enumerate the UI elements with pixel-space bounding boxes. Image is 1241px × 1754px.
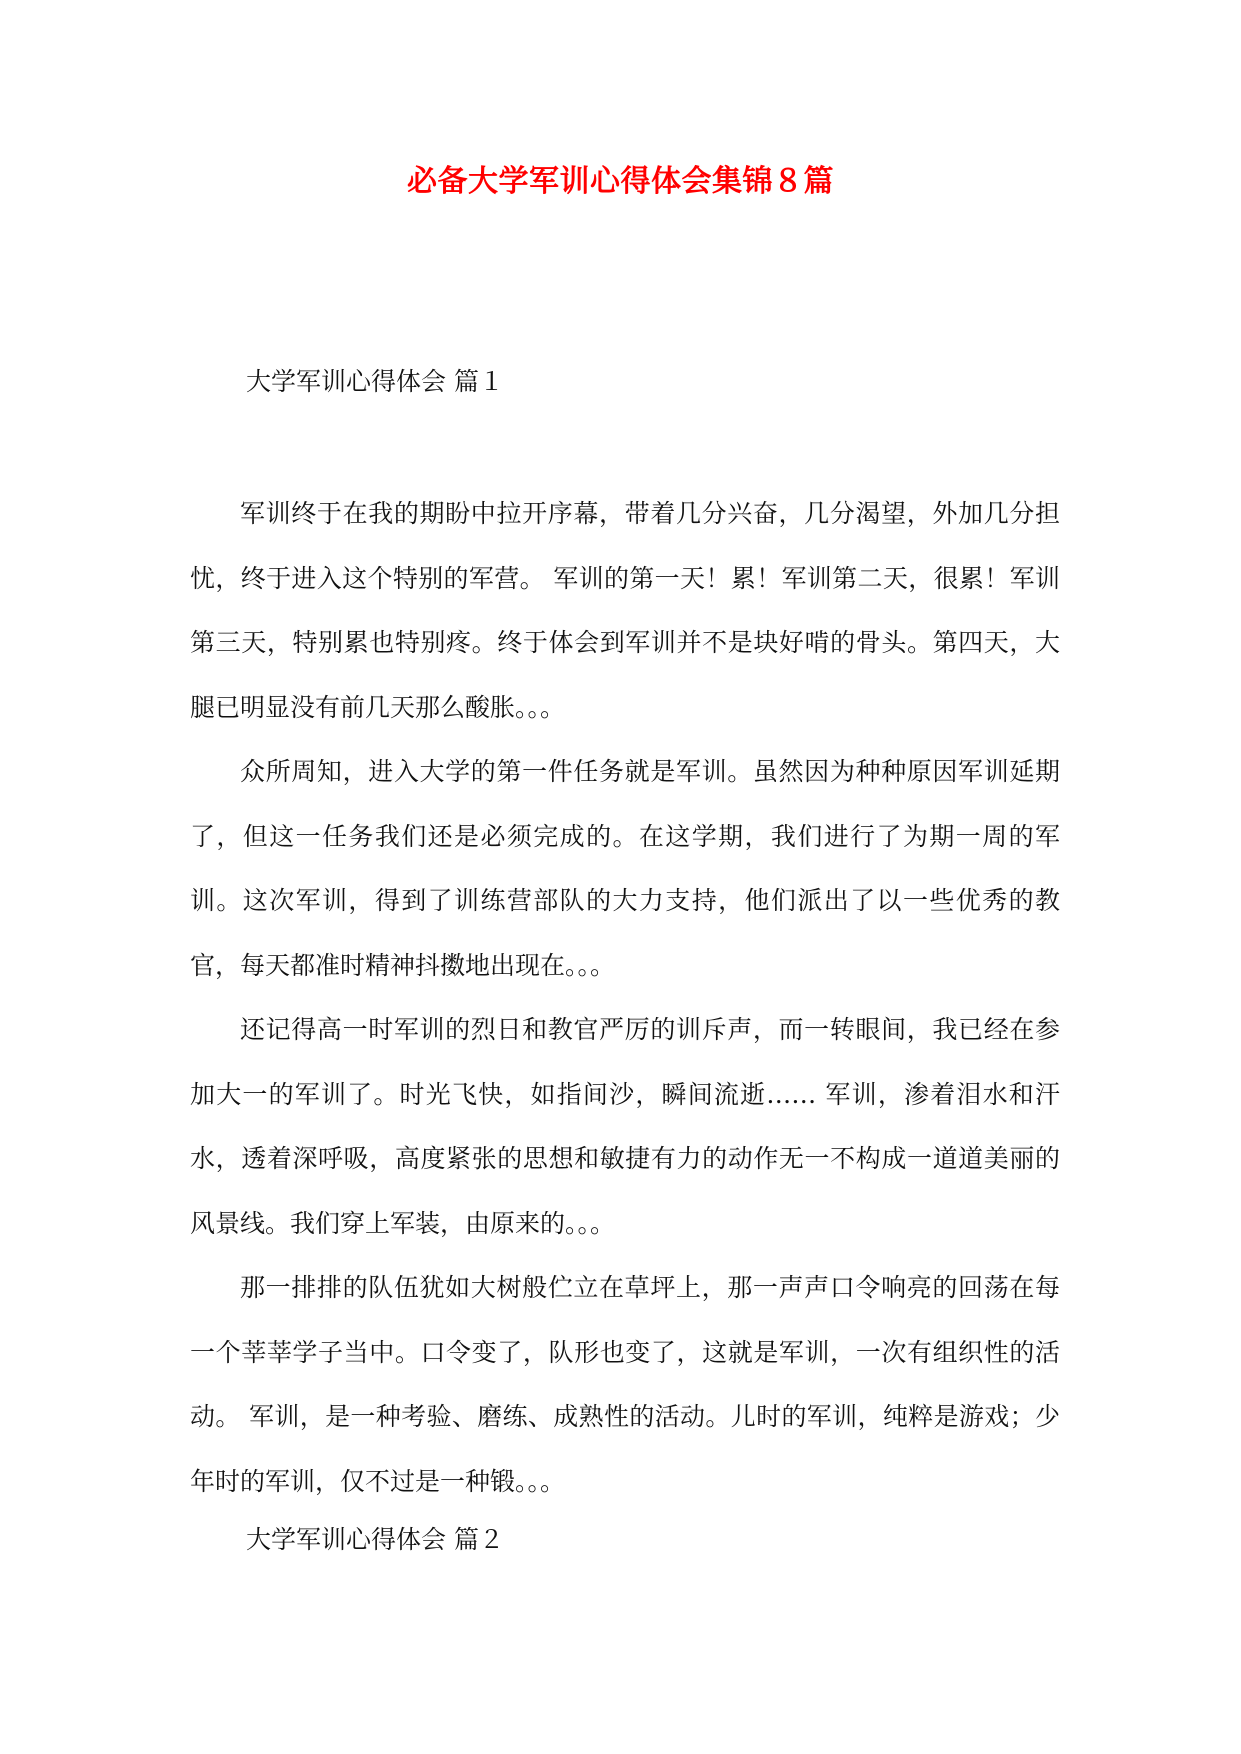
paragraph: 还记得高一时军训的烈日和教官严厉的训斥声，而一转眼间，我已经在参加大一的军训了。时光飞快，如指间沙，瞬间流逝…… 军训，渗着泪水和汗水，透着深呼吸，高度紧张的思想和敏捷有力的动作无一不构成一道道美丽的风景线。我们穿上军装，由原来的。。。 — [190, 1015, 1060, 1238]
paragraph: 那一排排的队伍犹如大树般伫立在草坪上，那一声声口令响亮的回荡在每一个莘莘学子当中。口令变了，队形也变了，这就是军训，一次有组织性的活动。 军训，是一种考验、磨练、成熟性的活动。儿时的军训，纯粹是游戏；少年时的军训，仅不过是一种锻。。。 — [190, 1273, 1060, 1496]
paragraph: 众所周知，进入大学的第一件任务就是军训。虽然因为种种原因军训延期了，但这一任务我们还是必须完成的。在这学期，我们进行了为期一周的军训。这次军训，得到了训练营部队的大力支持，他们派出了以一些优秀的教官，每天都准时精神抖擞地出现在。。。 — [190, 757, 1060, 980]
section-body-1 — [190, 482, 1060, 1514]
page-title: 必备大学军训心得体会集锦８篇 — [407, 164, 834, 199]
section-heading-1: 大学军训心得体会 篇１ — [246, 367, 504, 396]
paragraph: 军训终于在我的期盼中拉开序幕，带着几分兴奋，几分渴望，外加几分担忧，终于进入这个特别的军营。 军训的第一天！累！军训第二天，很累！军训第三天，特别累也特别疼。终于体会到军训并不是块好啃的骨头。第四天，大腿已明显没有前几天那么酸胀。。。 — [190, 499, 1060, 722]
section-heading-2: 大学军训心得体会 篇２ — [246, 1525, 504, 1554]
